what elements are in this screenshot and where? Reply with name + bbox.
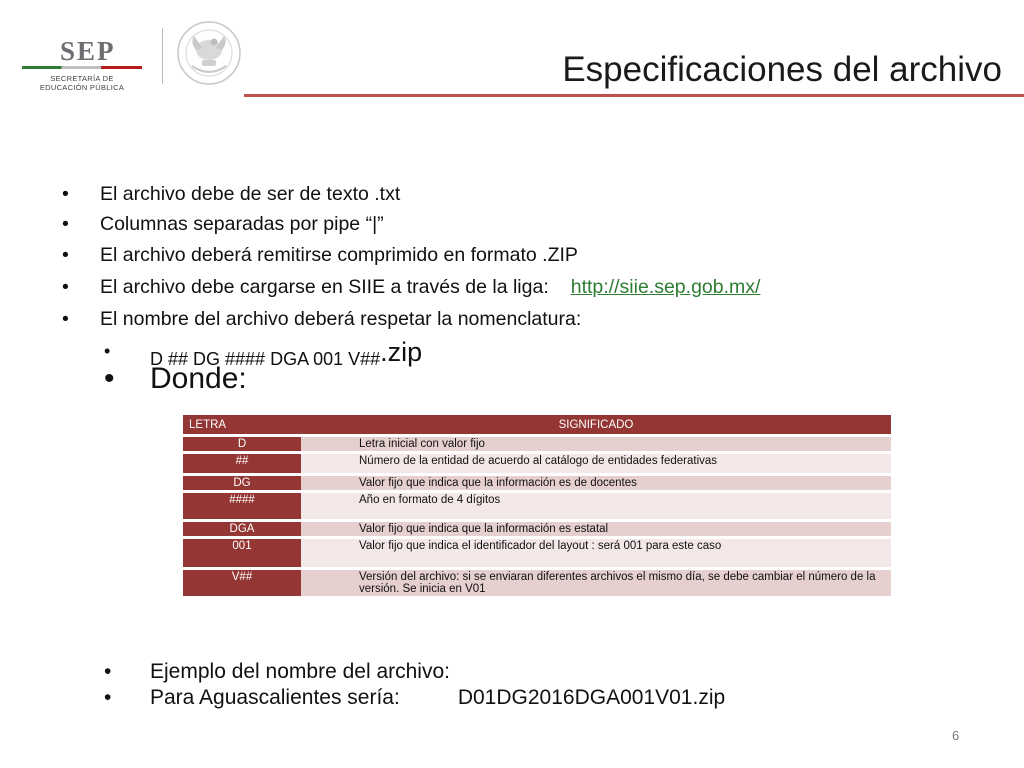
bullet-text: El archivo debe cargarse en SIIE a través de la liga: [100, 276, 549, 298]
bullet-dot: • [104, 341, 111, 361]
cell-letra: V## [183, 570, 301, 596]
cell-letra: DG [183, 476, 301, 490]
column-header-letra: LETRA [183, 415, 301, 434]
mexican-coat-of-arms-icon [176, 20, 242, 86]
header-divider [162, 28, 163, 84]
bullet-dot: • [62, 244, 69, 266]
cell-significado: Número de la entidad de acuerdo al catálogo de entidades federativas [301, 454, 891, 473]
bullet-dot: • [62, 183, 69, 205]
cell-letra: ## [183, 454, 301, 473]
sep-logo-line2: EDUCACIÓN PÚBLICA [39, 83, 125, 92]
cell-significado: Versión del archivo: si se enviaran diferentes archivos el mismo día, se debe cambiar el número de la versión. Se inicia en V01 [301, 570, 891, 596]
sep-logo-bar [22, 66, 142, 69]
bullet-text: El archivo deberá remitirse comprimido en formato .ZIP [100, 244, 578, 266]
siie-link[interactable]: http://siie.sep.gob.mx/ [570, 276, 761, 298]
example-filename: D01DG2016DGA001V01.zip [457, 686, 726, 709]
cell-letra: 001 [183, 539, 301, 567]
cell-significado: Valor fijo que indica que la información es de docentes [301, 476, 891, 490]
bullet-text: Columnas separadas por pipe “|” [100, 213, 384, 235]
cell-significado: Letra inicial con valor fijo [301, 437, 891, 451]
sep-logo [22, 36, 142, 92]
cell-significado: Valor fijo que indica el identificador del layout : será 001 para este caso [301, 539, 891, 567]
bullet-dot: • [62, 276, 69, 298]
cell-letra: D [183, 437, 301, 451]
page-number: 6 [952, 728, 960, 743]
sep-logo-word: SEP [60, 36, 116, 66]
table-row [183, 493, 891, 519]
bullet-dot: • [62, 213, 69, 235]
bullet-dot: • [62, 308, 69, 330]
table-row [183, 522, 891, 536]
table-row [183, 570, 891, 596]
table-header-row [183, 415, 891, 434]
sep-logo-line1: SECRETARÍA DE [50, 74, 114, 83]
donde-label: Donde: [150, 362, 247, 395]
nomenclature-pattern: D ## DG #### DGA 001 V## [150, 349, 381, 369]
column-header-significado: SIGNIFICADO [301, 415, 891, 434]
table-row [183, 539, 891, 567]
cell-letra: #### [183, 493, 301, 519]
bullet-text: El nombre del archivo deberá respetar la nomenclatura: [100, 308, 582, 330]
nomenclature-table [183, 412, 891, 599]
bullet-dot: • [104, 686, 112, 709]
cell-significado: Valor fijo que indica que la información es estatal [301, 522, 891, 536]
example-label: Para Aguascalientes sería: [150, 686, 400, 709]
bullet-dot: • [104, 362, 115, 395]
page-title: Especificaciones del archivo [562, 50, 1002, 89]
table-row [183, 437, 891, 451]
nomenclature-extension: .zip [380, 337, 423, 367]
bullet-dot: • [104, 660, 112, 683]
cell-letra: DGA [183, 522, 301, 536]
example-line1: Ejemplo del nombre del archivo: [150, 660, 450, 683]
title-underline [244, 94, 1024, 97]
table-row [183, 454, 891, 473]
table-row [183, 476, 891, 490]
cell-significado: Año en formato de 4 dígitos [301, 493, 891, 519]
bullet-text: El archivo debe de ser de texto .txt [100, 183, 401, 205]
